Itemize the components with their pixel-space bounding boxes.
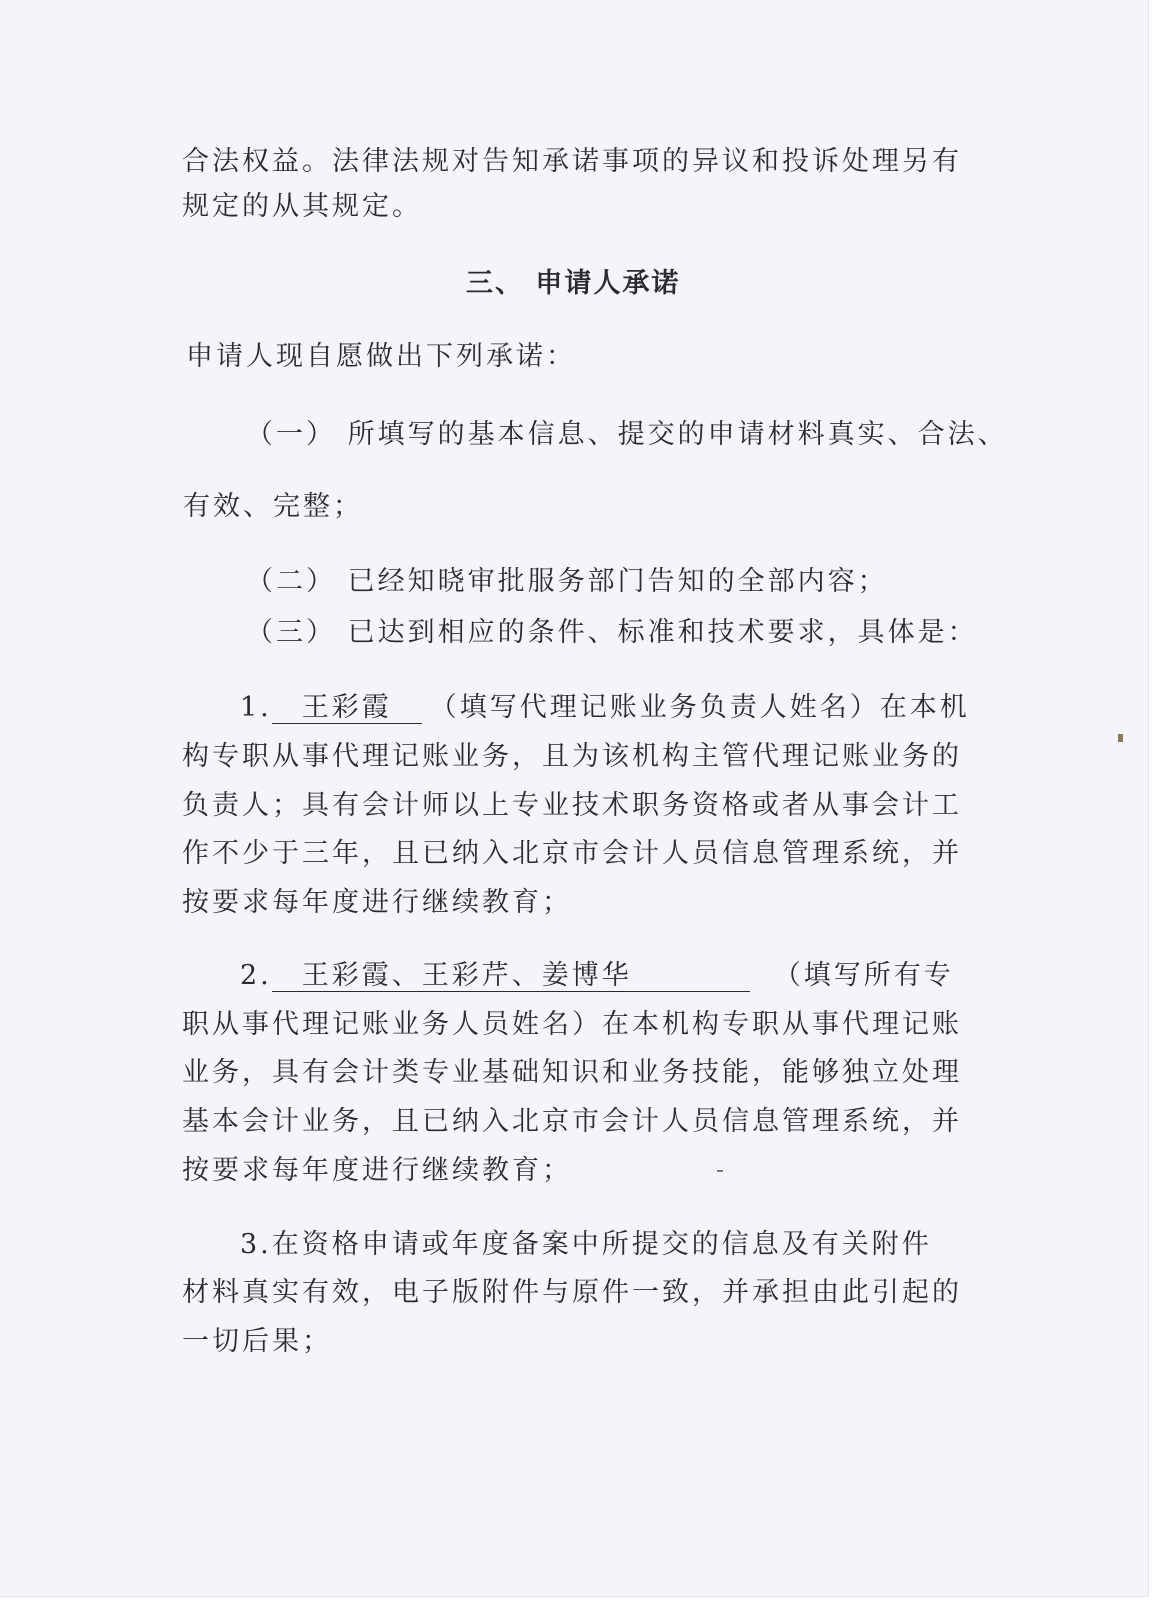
section-heading: 三、 申请人承诺: [466, 268, 681, 299]
commitment-1-line: （一） 所填写的基本信息、提交的申请材料真实、合法、: [246, 419, 1008, 450]
paragraph-line: 规定的从其规定。: [182, 191, 422, 222]
paragraph-line: 合法权益。法律法规对告知承诺事项的异议和投诉处理另有: [182, 146, 962, 177]
item-number: 1.: [240, 692, 272, 723]
filled-name-field: 王彩霞: [272, 693, 422, 724]
item-2-line: 业务，具有会计类专业基础知识和业务技能，能够独立处理: [182, 1057, 962, 1088]
item-number: 3.: [240, 1229, 272, 1260]
commitment-2-line: （二） 已经知晓审批服务部门告知的全部内容；: [246, 566, 888, 597]
item-2-first-line: [240, 960, 954, 992]
item-3-line: 材料真实有效，电子版附件与原件一致，并承担由此引起的: [182, 1277, 962, 1308]
commitment-1-line: 有效、完整；: [183, 491, 363, 522]
intro-text: 申请人现自愿做出下列承诺：: [186, 341, 576, 372]
item-1-first-line: [240, 692, 970, 724]
item-text: （填写所有专: [773, 960, 954, 991]
scan-speck: [1118, 734, 1123, 742]
item-text: 在资格申请或年度备案中所提交的信息及有关附件: [271, 1229, 932, 1260]
item-2-line: 基本会计业务，且已纳入北京市会计人员信息管理系统，并: [182, 1106, 962, 1137]
item-number: 2.: [240, 960, 272, 991]
item-1-line: 构专职从事代理记账业务，且为该机构主管代理记账业务的: [182, 741, 962, 772]
item-3-line: 一切后果；: [182, 1326, 332, 1357]
item-2-line: 职从事代理记账业务人员姓名）在本机构专职从事代理记账: [182, 1009, 962, 1040]
item-1-line: 负责人；具有会计师以上专业技术职务资格或者从事会计工: [182, 790, 962, 821]
item-3-first-line: [240, 1229, 932, 1261]
filled-names-field: 王彩霞、王彩芹、姜博华: [272, 961, 750, 992]
item-1-line: 按要求每年度进行继续教育；: [182, 887, 572, 918]
item-text: （填写代理记账业务负责人姓名）在本机: [429, 692, 970, 723]
item-1-line: 作不少于三年，且已纳入北京市会计人员信息管理系统，并: [182, 838, 962, 869]
scan-speck: [717, 1170, 723, 1172]
item-2-line: 按要求每年度进行继续教育；: [182, 1155, 572, 1186]
commitment-3-line: （三） 已达到相应的条件、标准和技术要求，具体是：: [246, 617, 978, 648]
